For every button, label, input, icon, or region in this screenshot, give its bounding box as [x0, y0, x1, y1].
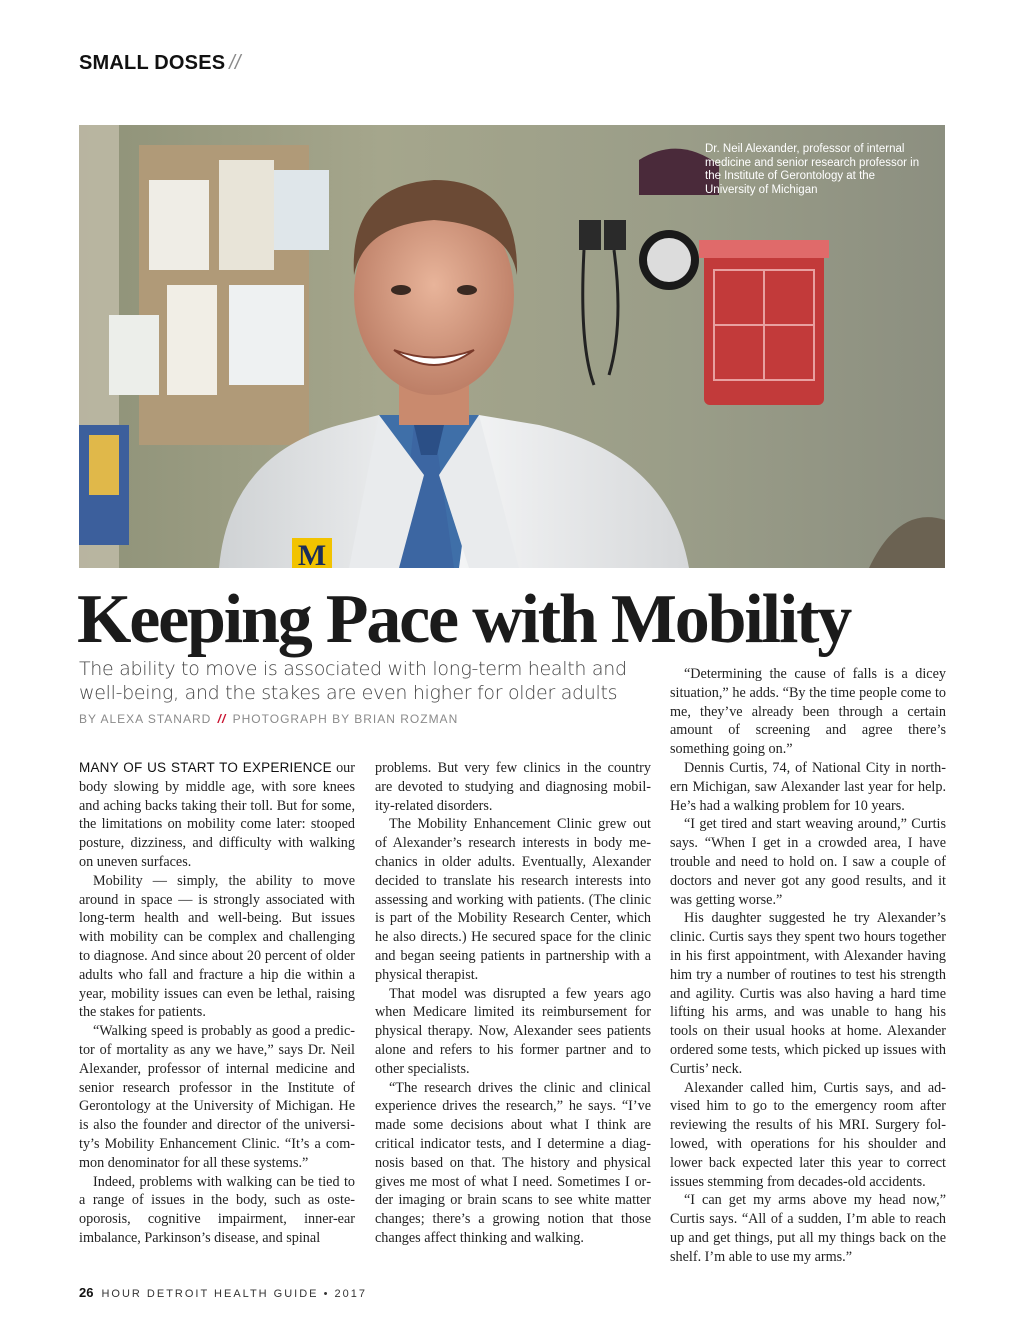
paragraph: “I get tired and start weaving around,” Curtis says. “When I get in a crowded area, I have trouble and need to hold on. I saw a couple of doctors and never got any good results, and it was getting worse.” — [670, 816, 946, 908]
article-column-2 — [375, 759, 651, 1248]
publication-name: HOUR DETROIT HEALTH GUIDE • 2017 — [101, 1288, 367, 1300]
paragraph: Indeed, problems with walking can be tied to a range of issues in the body, such as osteoporosis, cognitive impairment, inner-ear imbalance, Parkinson’s disease, and spinal — [79, 1173, 355, 1246]
photo-caption: Dr. Neil Alexander, professor of internal medicine and senior research professor in the Institute of Gerontology at the University of Michigan — [705, 143, 920, 196]
paragraph — [79, 759, 355, 872]
paragraph: His daughter suggested he try Alexander’s clinic. Curtis says they spent two hours together in his first appointment, with Alexander having him try a number of routines to test his strength and agility. Curtis was also having a hard time lifting his arms, and was unable to hang his tools on their usual hooks at home. Alexander ordered some tests, which picked up issues with Curtis’ neck. — [670, 910, 946, 1077]
page-number: 26 — [79, 1285, 94, 1300]
lead-in: MANY OF US START TO EXPERIENCE — [79, 760, 332, 775]
paragraph: “Determining the cause of falls is a dicey situation,” he adds. “By the time people come to me, they’ve already been through a certain amount of screening and agree there’s something going on.” — [670, 666, 946, 758]
section-label-text: SMALL DOSES — [79, 52, 226, 74]
dek: The ability to move is associated with long-term health and well-being, and the stakes are even higher for older adults — [79, 658, 627, 704]
byline-author: BY ALEXA STANARD — [79, 712, 212, 726]
paragraph: “The research drives the clinic and clinical experience drives the research,” he says. “I’ve made some decisions about what I think are critical indicator tests, and I determine a diagnosis based on that. The history and physical gives me most of what I need. Sometimes I order imaging or brain scans to see white matter changes; there’s a growing notion that those changes affect thinking and walking. — [375, 1079, 651, 1246]
portrait-photo — [79, 125, 945, 568]
byline — [79, 712, 458, 726]
paragraph: “Walking speed is probably as good a predictor of mortality as any we have,” says Dr. Neil Alexander, professor of internal medicine and senior research professor in the Institute of Gerontology at the University of Michigan. He is also the founder and director of the university’s Mobility Enhancement Clinic. “It’s a common denominator for all these systems.” — [79, 1023, 355, 1171]
paragraph: problems. But very few clinics in the country are devoted to studying and diagnosing mobility-related disorders. — [375, 760, 651, 814]
paragraph: Mobility — simply, the ability to move around in space — is strongly associated with long-term health and well-being. But issues with mobility can be complex and challenging to diagnose. And since about 20 percent of older adults who fall and fracture a hip die within a year, mobility issues can even be lethal, raising the stakes for patients. — [79, 872, 355, 1021]
article-column-3 — [670, 665, 946, 1267]
paragraph-text: our body slowing by middle age, with sore knees and aching backs taking their toll. But for some, the limitations on mobility come later: stooped posture, dizziness, and difficulty with walking on uneven surfaces. — [79, 760, 356, 870]
headline: Keeping Pace with Mobility — [77, 581, 850, 658]
byline-separator: // — [217, 712, 227, 726]
section-label — [79, 52, 241, 75]
section-label-slashes: // — [229, 52, 241, 74]
coat-logo-letter: M — [297, 539, 327, 568]
paragraph: That model was disrupted a few years ago when Medicare limited its reimbursement for physical therapy. Now, Alexander sees patients alone and refers to his former partner and to other specialists. — [375, 985, 651, 1077]
page-footer — [79, 1285, 367, 1300]
paragraph: Dennis Curtis, 74, of National City in northern Michigan, saw Alexander last year for help. He’s had a walking problem for 10 years. — [670, 759, 946, 814]
paragraph: The Mobility Enhancement Clinic grew out of Alexander’s research interests in body mechanics in older adults. Eventually, Alexander decided to translate his research interests into assessing and working with patients. (The clinic is part of the Mobility Research Center, which he also directs.) He secured space for the clinic and began seeing patients in partnership with a physical therapist. — [375, 816, 651, 983]
article-column-1 — [79, 759, 355, 1248]
paragraph: “I can get my arms above my head now,” Curtis says. “All of a sudden, I’m able to reach up and get things, put all my things back on the shelf. I’m able to use my arms.” — [670, 1192, 946, 1265]
paragraph: Alexander called him, Curtis says, and advised him to go to the emergency room after reviewing the results of his MRI. Surgery followed, with operations for his shoulder and lower back expected later this year to correct issues stemming from decades-old accidents. — [670, 1079, 946, 1190]
byline-photographer: PHOTOGRAPH BY BRIAN ROZMAN — [232, 712, 459, 726]
